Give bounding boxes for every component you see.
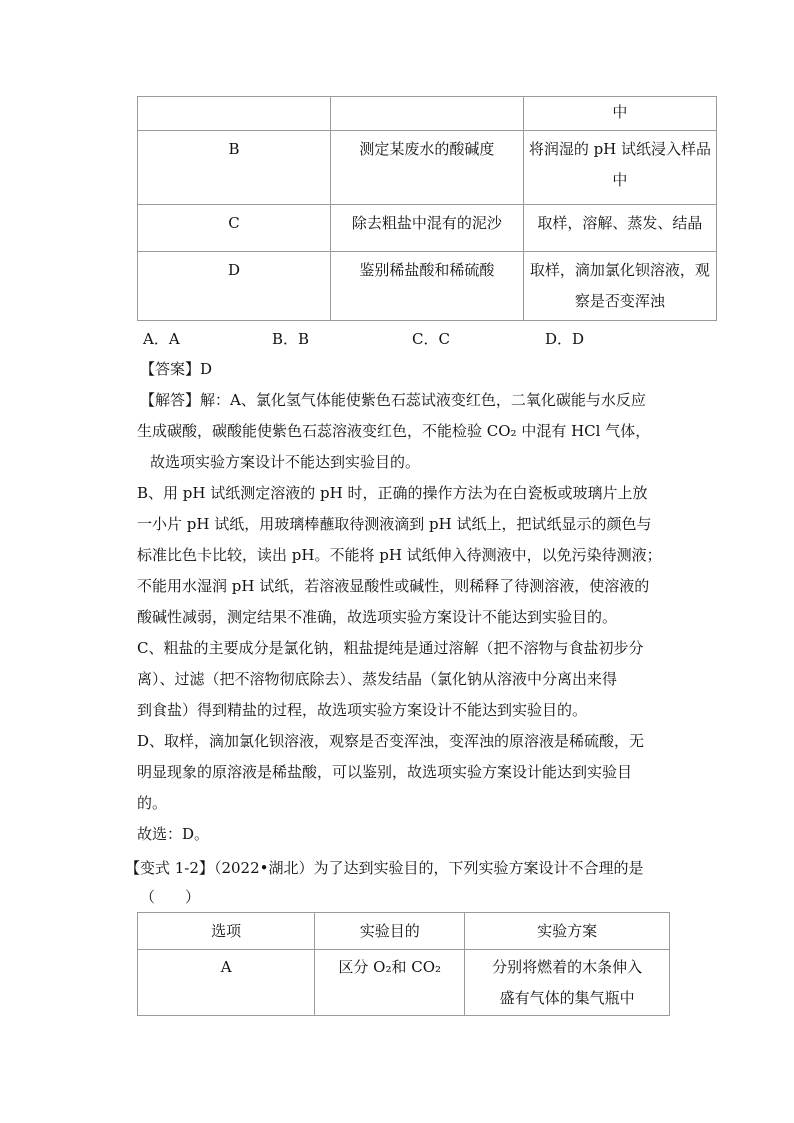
answer-value: D [200, 360, 213, 378]
method-cell [465, 950, 670, 1016]
method-line: 察是否变浑浊 [574, 292, 665, 310]
choice-a: A．A [143, 330, 180, 348]
method-cell [523, 97, 716, 131]
purpose-text: 区分 O₂和 CO₂ [338, 958, 442, 976]
analysis-line: 到食盐）得到精盐的过程，故选项实验方案设计不能达到实验目的。 [137, 701, 588, 719]
header-method: 实验方案 [465, 913, 670, 950]
purpose-text: 除去粗盐中混有的泥沙 [351, 214, 502, 232]
method-line: 将润湿的 pH 试纸浸入样品 [528, 140, 712, 158]
analysis-line: 故选：D。 [137, 825, 210, 843]
analysis-line: 不能用水湿润 pH 试纸，若溶液显酸性或碱性，则稀释了待测溶液，使溶液的 [137, 577, 650, 595]
analysis-line: 生成碳酸，碳酸能使紫色石蕊溶液变红色，不能检验 CO₂ 中混有 HCl 气体， [137, 422, 651, 440]
answer-parentheses: （ ） [140, 888, 201, 906]
choice-c: C．C [412, 330, 450, 348]
analysis-line: 故选项实验方案设计不能达到实验目的。 [150, 453, 421, 471]
analysis-line: 明显现象的原溶液是稀盐酸，可以鉴别，故选项实验方案设计能达到实验目 [137, 763, 633, 781]
purpose-cell [330, 131, 523, 205]
header-option: 选项 [138, 913, 315, 950]
analysis-line: C、粗盐的主要成分是氯化钠，粗盐提纯是通过溶解（把不溶物与食盐初步分 [137, 639, 644, 657]
method-line: 分别将燃着的木条伸入 [492, 958, 643, 976]
variant-question [125, 858, 643, 878]
purpose-text: 鉴别稀盐酸和稀硫酸 [359, 261, 495, 279]
purpose-cell [330, 97, 523, 131]
header-purpose: 实验目的 [315, 913, 465, 950]
analysis-line: B、用 pH 试纸测定溶液的 pH 时，正确的操作方法为在白瓷板或玻璃片上放 [137, 484, 648, 502]
answer-tag: 【答案】 [140, 360, 201, 378]
option-label: C [228, 214, 240, 232]
purpose-cell [330, 252, 523, 321]
table-header-row [138, 913, 670, 950]
table-row [138, 205, 717, 252]
option-label: D [227, 261, 240, 279]
method-line: 取样，溶解、蒸发、结晶 [537, 214, 703, 232]
method-line: 取样，滴加氯化钡溶液，观 [529, 261, 710, 279]
option-label: B [228, 140, 240, 158]
choice-d: D．D [545, 330, 585, 348]
purpose-text: 测定某废水的酸碱度 [359, 140, 495, 158]
table-row [138, 252, 717, 321]
option-cell [138, 252, 331, 321]
analysis-line: 的。 [137, 794, 168, 812]
option-cell [138, 97, 331, 131]
analysis-line: 离）、过滤（把不溶物彻底除去）、蒸发结晶（氯化钠从溶液中分离出来得 [137, 670, 618, 688]
table-row [138, 131, 717, 205]
experiment-table-continued [137, 96, 717, 321]
method-cell [523, 131, 716, 205]
method-line: 中 [612, 103, 628, 121]
method-cell [523, 252, 716, 321]
analysis-text: 解：A、氯化氢气体能使紫色石蕊试液变红色，二氧化碳能与水反应 [200, 391, 646, 409]
analysis-line: 标准比色卡比较，读出 pH。不能将 pH 试纸伸入待测液中，以免污染待测液； [137, 546, 662, 564]
option-cell [138, 205, 331, 252]
variant-tag: 【变式 1-2】 [125, 859, 214, 877]
choice-b: B．B [272, 330, 310, 348]
table-row [138, 97, 717, 131]
purpose-cell [330, 205, 523, 252]
purpose-cell [315, 950, 465, 1016]
option-label: A [220, 958, 232, 976]
experiment-table [137, 912, 670, 1016]
option-cell [138, 950, 315, 1016]
method-cell [523, 205, 716, 252]
option-cell [138, 131, 331, 205]
method-line: 中 [612, 171, 628, 189]
analysis-line: 一小片 pH 试纸，用玻璃棒蘸取待测液滴到 pH 试纸上，把试纸显示的颜色与 [137, 515, 652, 533]
analysis-line: D、取样，滴加氯化钡溶液，观察是否变浑浊，变浑浊的原溶液是稀硫酸，无 [137, 732, 645, 750]
analysis-tag: 【解答】 [140, 391, 201, 409]
answer-line [140, 359, 212, 379]
analysis-line: 酸碱性减弱，测定结果不准确，故选项实验方案设计不能达到实验目的。 [137, 608, 618, 626]
table-row [138, 950, 670, 1016]
analysis-line [140, 390, 646, 410]
method-line: 盛有气体的集气瓶中 [499, 989, 635, 1007]
variant-text: （2022•湖北）为了达到实验目的，下列实验方案设计不合理的是 [213, 859, 644, 877]
